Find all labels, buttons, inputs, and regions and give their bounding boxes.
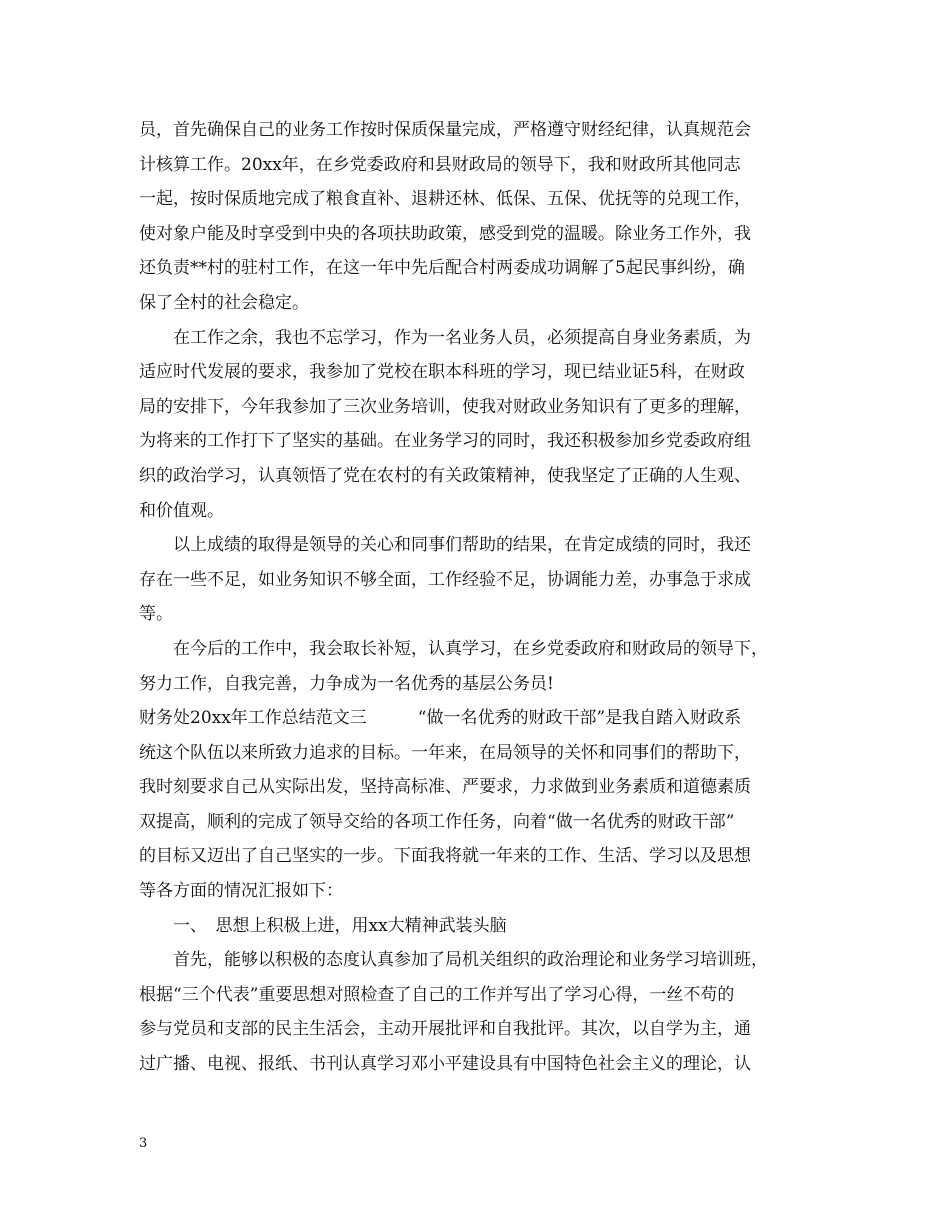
paragraph-first-line: 首先，能够以积极的态度认真参加了局机关组织的政治理论和业务学习培训班， [173, 950, 768, 971]
section-heading-line: 财务处20xx年工作总结范文三 “做一名优秀的财政干部”是我自踏入财政系 [139, 708, 742, 729]
text-line: 使对象户能及时享受到中央的各项扶助政策，感受到党的温暖。除业务工作外，我 [139, 223, 751, 244]
text-line: 适应时代发展的要求，我参加了党校在职本科班的学习，现已结业证5科，在财政 [139, 362, 745, 383]
text-line: 一起，按时保质地完成了粮食直补、退耕还林、低保、五保、优抚等的兑现工作， [139, 189, 751, 210]
text-line: 员，首先确保自己的业务工作按时保质保量完成，严格遵守财经纪律，认真规范会 [139, 120, 751, 140]
text-line: 我时刻要求自己从实际出发，坚持高标准、严要求，力求做到业务素质和道德素质 [139, 777, 751, 798]
text-line: 织的政治学习，认真领悟了党在农村的有关政策精神，使我坚定了正确的人生观、 [139, 465, 751, 486]
paragraph-first-line: 在今后的工作中，我会取长补短，认真学习，在乡党委政府和财政局的领导下， [173, 638, 768, 659]
text-line: 双提高，顺利的完成了领导交给的各项工作任务，向着“做一名优秀的财政干部” [139, 811, 735, 832]
page-number: 3 [139, 1136, 148, 1151]
text-line: 过广播、电视、报纸、书刊认真学习邓小平建设具有中国特色社会主义的理论，认 [139, 1054, 751, 1075]
text-line: 根据“三个代表”重要思想对照检查了自己的工作并写出了学习心得，一丝不苟的 [139, 984, 735, 1005]
paragraph-first-line: 在工作之余，我也不忘学习，作为一名业务人员，必须提高自身业务素质，为 [173, 327, 751, 348]
text-line: 为将来的工作打下了坚实的基础。在业务学习的同时，我还积极参加乡党委政府组 [139, 431, 751, 452]
text-line: 等各方面的情况汇报如下： [139, 881, 343, 902]
text-line: 参与党员和支部的民主生活会，主动开展批评和自我批评。其次，以自学为主，通 [139, 1019, 751, 1040]
text-line: 统这个队伍以来所致力追求的目标。一年来，在局领导的关怀和同事们的帮助下， [139, 742, 751, 763]
text-line: 存在一些不足，如业务知识不够全面，工作经验不足，协调能力差，办事急于求成 [139, 569, 751, 590]
text-line: 努力工作，自我完善，力争成为一名优秀的基层公务员! [139, 673, 554, 694]
text-line: 和价值观。 [139, 500, 224, 521]
text-line: 等。 [139, 604, 173, 625]
paragraph-first-line: 以上成绩的取得是领导的关心和同事们帮助的结果，在肯定成绩的同时，我还 [173, 535, 751, 556]
subheading-line: 一、 思想上积极上进，用xx大精神武装头脑 [173, 915, 507, 936]
text-line: 保了全村的社会稳定。 [139, 292, 309, 313]
text-line: 还负责**村的驻村工作，在这一年中先后配合村两委成功调解了5起民事纠纷，确 [139, 258, 745, 279]
document-body [139, 113, 819, 1082]
text-line: 的目标又迈出了自己坚实的一步。下面我将就一年来的工作、生活、学习以及思想 [139, 846, 751, 867]
text-line: 计核算工作。20xx年，在乡党委政府和县财政局的领导下，我和财政所其他同志 [139, 154, 741, 175]
text-line: 局的安排下，今年我参加了三次业务培训，使我对财政业务知识有了更多的理解， [139, 396, 751, 417]
